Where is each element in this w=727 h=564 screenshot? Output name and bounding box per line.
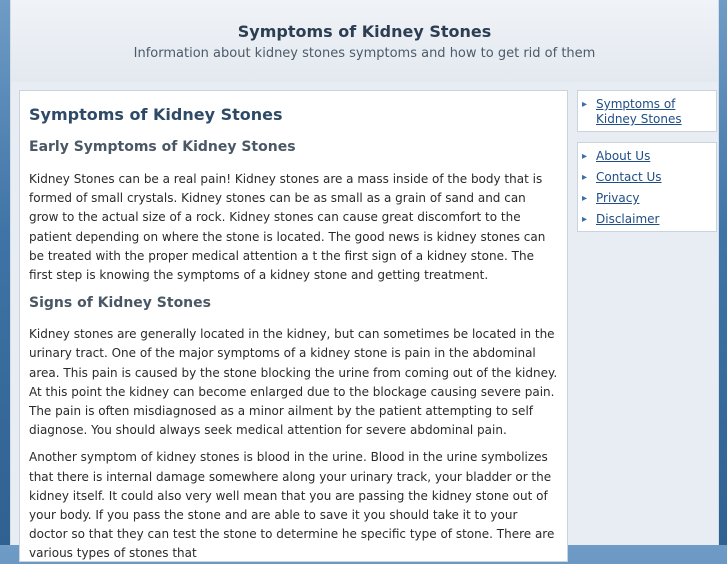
arrow-bullet-icon: ▸ xyxy=(582,99,588,110)
list-item xyxy=(582,191,712,206)
pages-widget xyxy=(577,142,717,232)
post-title[interactable]: Symptoms of Kidney Stones xyxy=(29,105,283,124)
list-item xyxy=(582,212,712,227)
arrow-bullet-icon: ▸ xyxy=(582,151,588,162)
list-item xyxy=(582,170,712,185)
site-title[interactable]: Symptoms of Kidney Stones xyxy=(237,22,492,41)
pages-list xyxy=(582,149,712,227)
privacy-link[interactable]: Privacy xyxy=(596,191,640,205)
heading-early-symptoms: Early Symptoms of Kidney Stones xyxy=(29,139,296,155)
article xyxy=(29,91,559,564)
site-header xyxy=(11,0,718,82)
arrow-bullet-icon: ▸ xyxy=(582,214,588,225)
disclaimer-link[interactable]: Disclaimer xyxy=(596,212,660,226)
site-tagline: Information about kidney stones symptoms and how to get rid of them xyxy=(133,46,596,61)
arrow-bullet-icon: ▸ xyxy=(582,193,588,204)
list-item xyxy=(582,97,712,127)
paragraph-blood: Another symptom of kidney stones is blood in the urine. Blood in the urine symbolizes that there is internal damage somewhere along your urinary track, your bladder or the kidney itself. It could also very well mean that you are passing the kidney stone out of your body. If you pass the stone and are able to save it you should take it to your doctor so that they can test the stone to determine he specific type of stone. There are various types of stones that xyxy=(29,450,555,561)
arrow-bullet-icon: ▸ xyxy=(582,172,588,183)
heading-signs: Signs of Kidney Stones xyxy=(29,295,211,312)
recent-post-link[interactable]: Symptoms of Kidney Stones xyxy=(596,97,682,126)
recent-posts-list xyxy=(582,97,712,127)
paragraph-signs: Kidney stones are generally located in the kidney, but can sometimes be located in the urinary tract. One of the major symptoms of a kidney stone is pain in the abdominal area. This pain is caused by the stone blocking the urine from coming out of the kidney. At this point the kidney can become enlarged due to the blockage causing severe pain. The pain is often misdiagnosed as a minor ailment by the patient attempting to self diagnose. You should always seek medical attention for severe abdominal pain. xyxy=(29,327,558,438)
list-item xyxy=(582,149,712,164)
about-us-link[interactable]: About Us xyxy=(596,149,651,163)
recent-posts-widget xyxy=(577,90,717,132)
paragraph-intro: Kidney Stones can be a real pain! Kidney stones are a mass inside of the body that is formed of small crystals. Kidney stones can be as small as a grain of sand and can grow to the actual size of a rock. Kidney stones can cause great discomfort to the patient depending on where the stone is located. The good news is kidney stones can be treated with the proper medical attention a t the first sign of a kidney stone. The first step is knowing the symptoms of a kidney stone and getting treatment. xyxy=(29,172,546,283)
contact-us-link[interactable]: Contact Us xyxy=(596,170,662,184)
page-container xyxy=(10,0,719,561)
sidebar xyxy=(577,90,717,242)
main-content xyxy=(19,90,568,562)
